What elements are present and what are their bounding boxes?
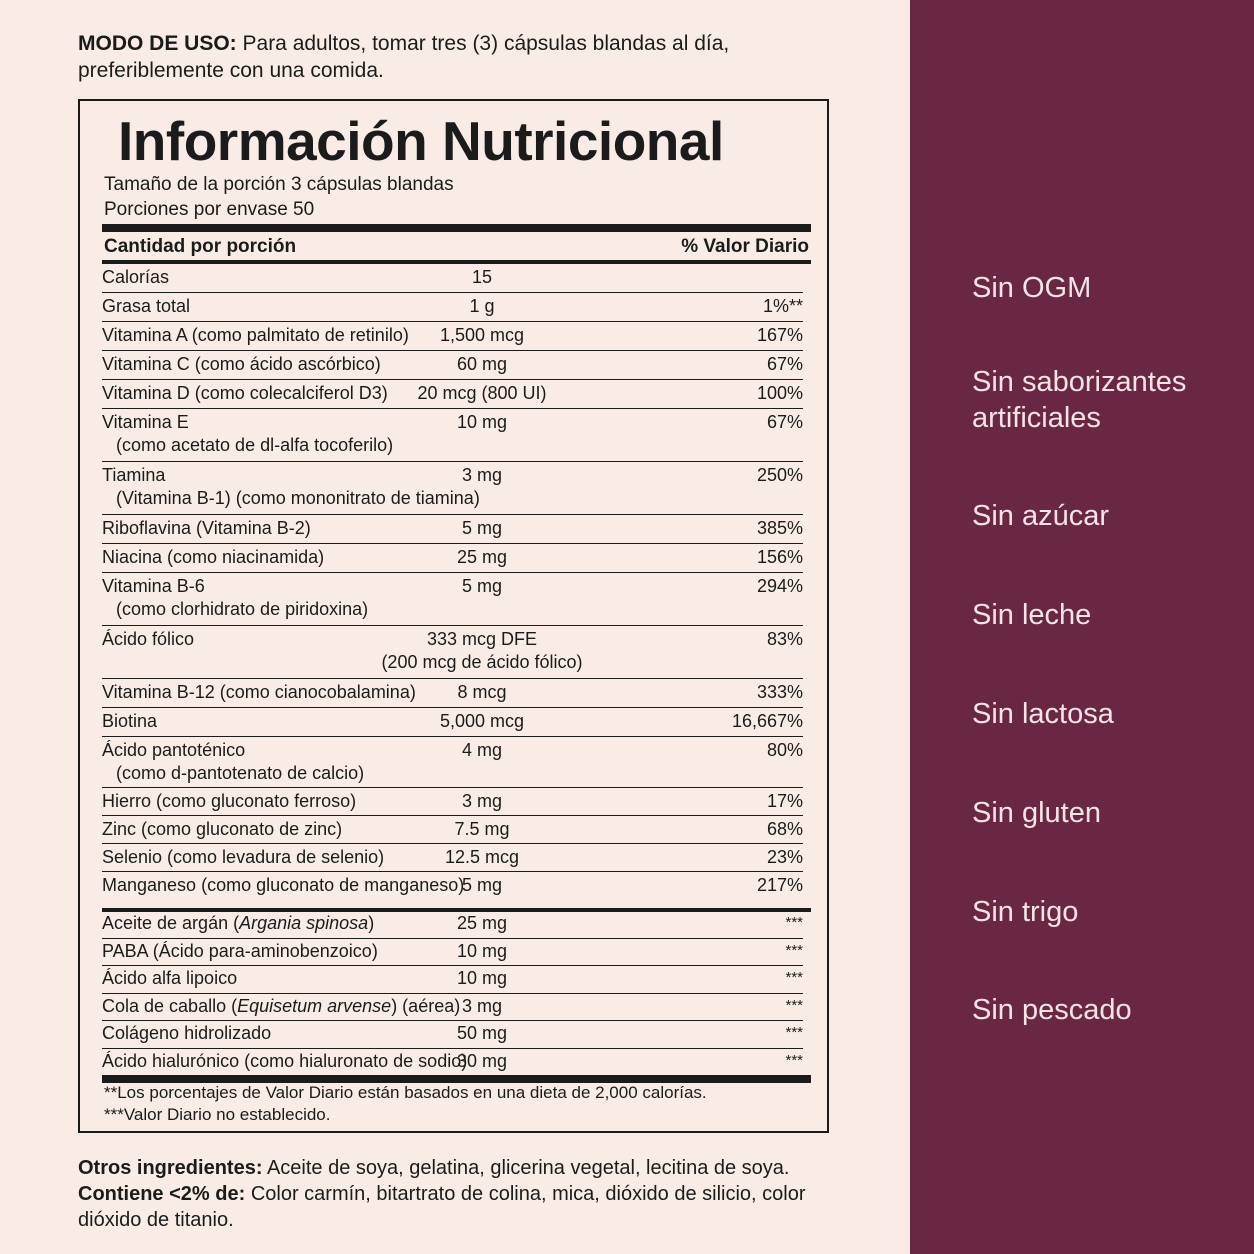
nutrient-amount: 10 mg	[456, 412, 508, 432]
panel-title: Información Nutricional	[118, 110, 724, 172]
active-row	[102, 994, 803, 1022]
nutrient-daily-value: 294%	[756, 576, 803, 596]
usage-instructions	[78, 30, 838, 84]
nutrient-row	[102, 737, 803, 788]
nutrient-amount: 15	[471, 267, 493, 287]
nutrient-name: Riboflavina (Vitamina B-2)	[102, 518, 311, 538]
nutrient-row	[102, 679, 803, 708]
nutrient-row	[102, 351, 803, 380]
nutrient-source: (como clorhidrato de piridoxina)	[116, 599, 369, 619]
active-name-italic: Equisetum arvense	[237, 995, 392, 1016]
active-daily-value: ***	[785, 1051, 803, 1069]
nutrient-amount: 7.5 mg	[454, 819, 510, 839]
active-name-pre: Colágeno hidrolizado	[102, 1023, 272, 1043]
nutrient-row	[102, 844, 803, 872]
header-amount-per-serving: Cantidad por porción	[104, 236, 297, 257]
nutrient-name: Grasa total	[102, 296, 191, 316]
nutrient-daily-value: 17%	[766, 791, 803, 811]
contains-label: Contiene <2% de:	[78, 1183, 246, 1205]
active-amount: 25 mg	[456, 913, 508, 933]
nutrient-daily-value: 100%	[756, 383, 803, 403]
active-amount: 10 mg	[456, 968, 508, 988]
nutrient-daily-value: 16,667%	[731, 711, 803, 731]
nutrient-name: Hierro (como gluconato ferroso)	[102, 791, 357, 811]
free-from-claim: Sin gluten	[972, 797, 1101, 829]
nutrient-amount: 60 mg	[456, 354, 508, 374]
nutrient-row	[102, 626, 803, 679]
nutrient-name: Niacina (como niacinamida)	[102, 547, 325, 567]
nutrient-amount: 3 mg	[461, 791, 503, 811]
active-daily-value: ***	[785, 1024, 803, 1041]
serving-size: Tamaño de la porción 3 cápsulas blandas	[104, 174, 454, 195]
active-row	[102, 911, 803, 939]
table-header	[104, 234, 809, 260]
active-name-pre: Ácido hialurónico (como hialuronato de sodio)	[102, 1050, 468, 1071]
active-name-italic: Argania spinosa	[239, 913, 369, 933]
nutrient-amount: 8 mcg	[457, 682, 507, 702]
nutrient-amount: 20 mcg (800 UI)	[417, 383, 547, 403]
nutrient-source: (Vitamina B-1) (como mononitrato de tiamina)	[116, 488, 480, 508]
active-name	[102, 940, 378, 963]
nutrient-row	[102, 293, 803, 322]
nutrient-amount: 1,500 mcg	[439, 325, 525, 345]
active-name-post: )	[368, 913, 375, 933]
free-from-claim: Sin lactosa	[972, 698, 1114, 730]
nutrient-source: (como acetato de dl-alfa tocoferilo)	[116, 435, 394, 455]
nutrient-row	[102, 544, 803, 573]
active-daily-value: ***	[785, 941, 803, 959]
nutrient-name: Manganeso (como gluconato de manganeso)	[102, 875, 465, 895]
nutrient-daily-value: 68%	[766, 819, 803, 839]
free-from-claim: Sin pescado	[972, 994, 1132, 1026]
nutrient-daily-value: 156%	[756, 547, 803, 567]
nutrient-daily-value: 333%	[756, 682, 803, 702]
nutrient-row	[102, 322, 803, 351]
nutrient-amount-detail: (200 mcg de ácido fólico)	[381, 652, 583, 672]
nutrient-daily-value: 80%	[766, 740, 803, 760]
nutrient-row	[102, 462, 803, 515]
servings-per-container: Porciones por envase 50	[104, 199, 315, 220]
active-amount: 50 mg	[456, 1023, 508, 1043]
nutrient-amount: 333 mcg DFE	[426, 629, 538, 649]
nutrient-row	[102, 872, 803, 900]
nutrient-name: Vitamina A (como palmitato de retinilo)	[102, 325, 409, 345]
active-amount: 30 mg	[456, 1050, 508, 1071]
active-daily-value: ***	[785, 969, 803, 986]
contains-text: Color carmín, bitartrato de colina, mica, dióxido de silicio, color dióxido de titanio.	[78, 1183, 806, 1231]
active-amount: 3 mg	[461, 995, 503, 1016]
nutrient-row	[102, 380, 803, 409]
active-row	[102, 966, 803, 994]
nutrient-row	[102, 708, 803, 737]
nutrient-name: Selenio (como levadura de selenio)	[102, 847, 385, 867]
nutrient-row	[102, 264, 803, 293]
serving-info	[104, 172, 454, 222]
active-row	[102, 939, 803, 967]
nutrient-name: Vitamina B-6	[102, 576, 205, 596]
active-name-post: ) (aérea)	[391, 995, 461, 1016]
active-name-pre: PABA (Ácido para-aminobenzoico)	[102, 940, 378, 961]
nutrient-amount: 4 mg	[461, 740, 503, 760]
nutrient-amount: 5 mg	[461, 576, 503, 596]
nutrient-daily-value: 1%**	[762, 296, 803, 316]
nutrient-row	[102, 409, 803, 462]
active-name	[102, 967, 237, 990]
nutrient-row	[102, 816, 803, 844]
active-name-pre: Ácido alfa lipoico	[102, 968, 238, 988]
free-from-claim: Sin azúcar	[972, 500, 1110, 532]
nutrient-amount: 25 mg	[456, 547, 508, 567]
nutrient-row	[102, 788, 803, 816]
nutrient-name: Calorías	[102, 267, 170, 287]
free-from-claim: Sin saborizantes artificiales	[972, 366, 1187, 434]
nutrient-name: Ácido fólico	[102, 629, 195, 649]
nutrition-facts-panel	[78, 99, 829, 1133]
active-amount: 10 mg	[456, 940, 508, 961]
usage-label: MODO DE USO:	[78, 32, 237, 55]
nutrient-name: Vitamina C (como ácido ascórbico)	[102, 354, 381, 374]
free-from-sidebar	[910, 0, 1254, 1254]
nutrient-daily-value: 83%	[766, 629, 803, 649]
active-name-pre: Cola de caballo (	[102, 995, 238, 1016]
nutrient-source: (como d-pantotenato de calcio)	[116, 763, 365, 783]
active-row	[102, 1049, 803, 1077]
active-name	[102, 912, 374, 935]
nutrient-row	[102, 515, 803, 544]
nutrient-daily-value: 250%	[756, 465, 803, 485]
nutrient-amount: 12.5 mcg	[444, 847, 520, 867]
nutrient-name: Vitamina D (como colecalciferol D3)	[102, 383, 388, 403]
nutrient-name: Biotina	[102, 711, 158, 731]
active-row	[102, 1021, 803, 1049]
nutrient-amount: 5 mg	[461, 875, 503, 895]
other-ingredients-text: Aceite de soya, gelatina, glicerina vegetal, lecitina de soya.	[262, 1157, 790, 1179]
active-daily-value: ***	[785, 914, 803, 931]
nutrient-name: Zinc (como gluconato de zinc)	[102, 819, 343, 839]
other-ingredients-label: Otros ingredientes:	[78, 1157, 263, 1179]
nutrient-amount: 5 mg	[461, 518, 503, 538]
nutrient-daily-value: 167%	[756, 325, 803, 345]
nutrient-row	[102, 573, 803, 626]
header-daily-value: % Valor Diario	[681, 236, 809, 257]
nutrient-daily-value: 67%	[766, 412, 803, 432]
other-ingredients	[78, 1155, 858, 1233]
free-from-claim: Sin OGM	[972, 272, 1092, 304]
nutrient-name: Vitamina B-12 (como cianocobalamina)	[102, 682, 416, 702]
free-from-claim: Sin trigo	[972, 896, 1079, 928]
nutrient-daily-value: 217%	[756, 875, 803, 895]
nutrient-name: Tiamina	[102, 465, 166, 485]
nutrient-daily-value: 67%	[766, 354, 803, 374]
active-name	[102, 1022, 271, 1045]
nutrient-daily-value: 385%	[756, 518, 803, 538]
nutrient-name: Vitamina E	[102, 412, 189, 432]
nutrient-amount: 3 mg	[461, 465, 503, 485]
usage-text: Para adultos, tomar tres (3) cápsulas blandas al día, preferiblemente con una comida.	[78, 32, 730, 82]
thick-divider-top	[102, 224, 811, 232]
free-from-claim: Sin leche	[972, 599, 1092, 631]
nutrient-amount: 5,000 mcg	[439, 711, 525, 731]
active-daily-value: ***	[785, 996, 803, 1014]
active-name-pre: Aceite de argán (	[102, 913, 240, 933]
nutrient-name: Ácido pantoténico	[102, 740, 246, 760]
dv-footnote: **Los porcentajes de Valor Diario están basados en una dieta de 2,000 calorías.	[104, 1083, 707, 1102]
nutrient-amount: 1 g	[469, 296, 495, 316]
not-established-footnote: ***Valor Diario no establecido.	[104, 1105, 331, 1124]
nutrient-daily-value: 23%	[766, 847, 803, 867]
